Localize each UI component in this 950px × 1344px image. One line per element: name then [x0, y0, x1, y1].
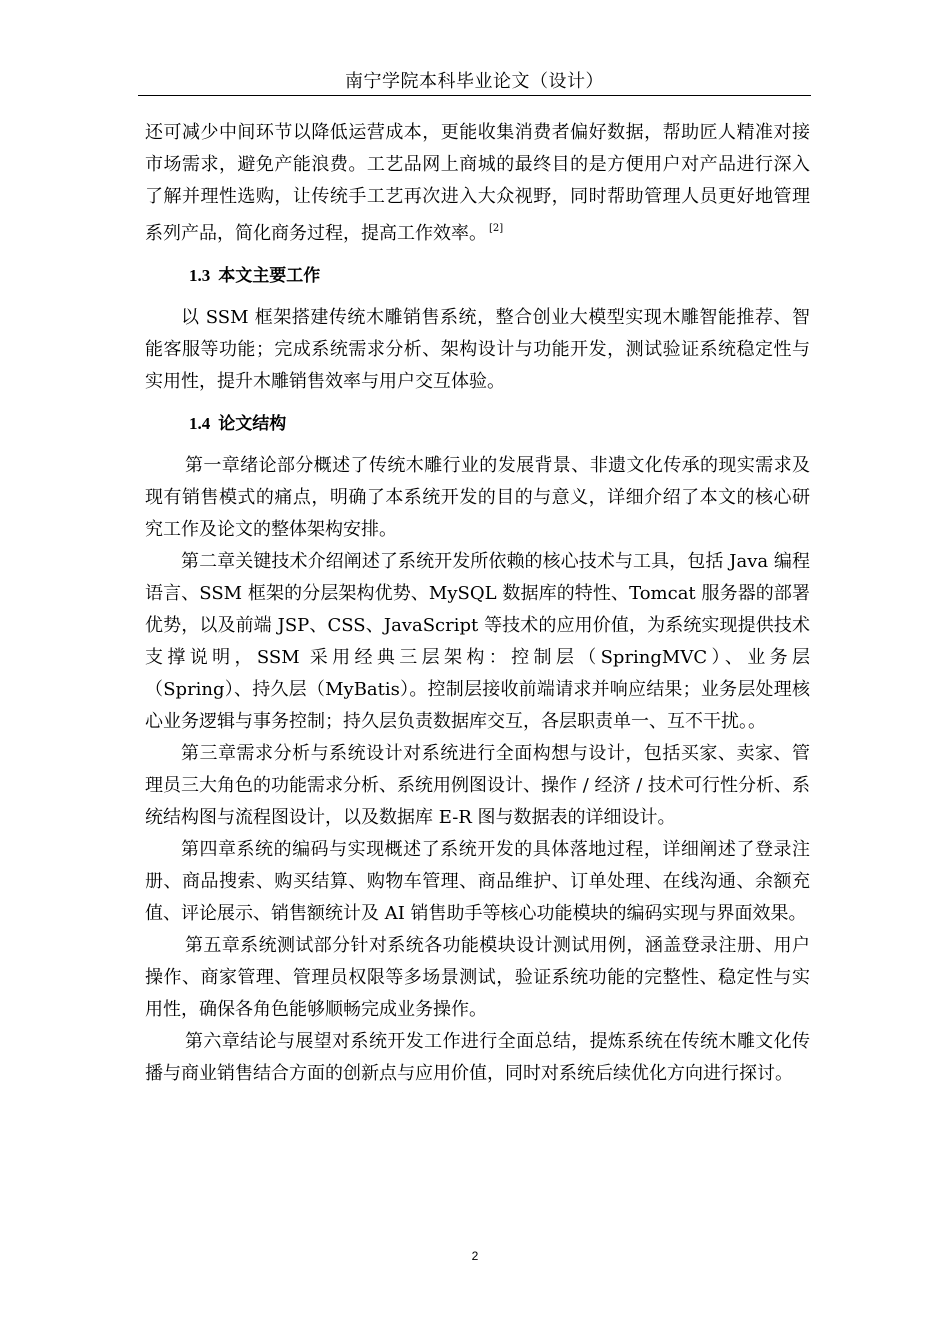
- chapter-3-paragraph: 第三章需求分析与系统设计对系统进行全面构想与设计，包括买家、卖家、管理员三大角色的功能需求分析、系统用例图设计、操作 / 经济 / 技术可行性分析、系统结构图与流程图设计，以及数据库 E-R 图与数据表的详细设计。: [145, 743, 811, 828]
- citation-ref: [2]: [489, 223, 504, 234]
- section-number: 1.4: [189, 414, 211, 433]
- intro-paragraph: [145, 117, 810, 250]
- page-number: 2: [471, 1249, 479, 1263]
- section-1-3-paragraph: 以 SSM 框架搭建传统木雕销售系统，整合创业大模型实现木雕智能推荐、智能客服等功能；完成系统需求分析、架构设计与功能开发，测试验证系统稳定性与实用性，提升木雕销售效率与用户交互体验。: [145, 307, 810, 392]
- section-title: 论文结构: [218, 414, 287, 433]
- chapter-6-paragraph: 第六章结论与展望对系统开发工作进行全面总结，提炼系统在传统木雕文化传播与商业销售结合方面的创新点与应用价值，同时对系统后续优化方向进行探讨。: [145, 1031, 810, 1084]
- section-heading-1-4: [145, 408, 810, 440]
- chapter-2-paragraph: 第二章关键技术介绍阐述了系统开发所依赖的核心技术与工具，包括 Java 编程语言、SSM 框架的分层架构优势、MySQL 数据库的特性、Tomcat 服务器的部署优势，以及前端 JSP、CSS、JavaScript 等技术的应用价值，为系统实现提供技术支撑说明，SSM 采用经典三层架构：控制层（SpringMVC）、业务层（Spring）、持久层（MyBatis）。控制层接收前端请求并响应结果；业务层处理核心业务逻辑与事务控制；持久层负责数据库交互，各层职责单一、互不干扰。。: [145, 551, 810, 732]
- header-rule: [138, 95, 811, 96]
- running-header: 南宁学院本科毕业论文（设计）: [345, 71, 604, 92]
- chapter-1-paragraph: 第一章绪论部分概述了传统木雕行业的发展背景、非遗文化传承的现实需求及现有销售模式的痛点，明确了本系统开发的目的与意义，详细介绍了本文的核心研究工作及论文的整体架构安排。: [145, 455, 810, 540]
- chapter-4-paragraph: 第四章系统的编码与实现概述了系统开发的具体落地过程，详细阐述了登录注册、商品搜索、购买结算、购物车管理、商品维护、订单处理、在线沟通、余额充值、评论展示、销售额统计及 AI 销售助手等核心功能模块的编码实现与界面效果。: [145, 839, 810, 924]
- section-heading-1-3: [145, 260, 810, 292]
- page-body: [145, 117, 810, 1090]
- chapter-5-paragraph: 第五章系统测试部分针对系统各功能模块设计测试用例，涵盖登录注册、用户操作、商家管理、管理员权限等多场景测试，验证系统功能的完整性、稳定性与实用性，确保各角色能够顺畅完成业务操作。: [145, 935, 810, 1020]
- intro-text: 还可减少中间环节以降低运营成本，更能收集消费者偏好数据，帮助匠人精准对接市场需求，避免产能浪费。工艺品网上商城的最终目的是方便用户对产品进行深入了解并理性选购，让传统手工艺再次进入大众视野，同时帮助管理人员更好地管理系列产品，简化商务过程，提高工作效率。: [145, 122, 810, 244]
- section-number: 1.3: [189, 266, 211, 285]
- section-title: 本文主要工作: [218, 266, 321, 285]
